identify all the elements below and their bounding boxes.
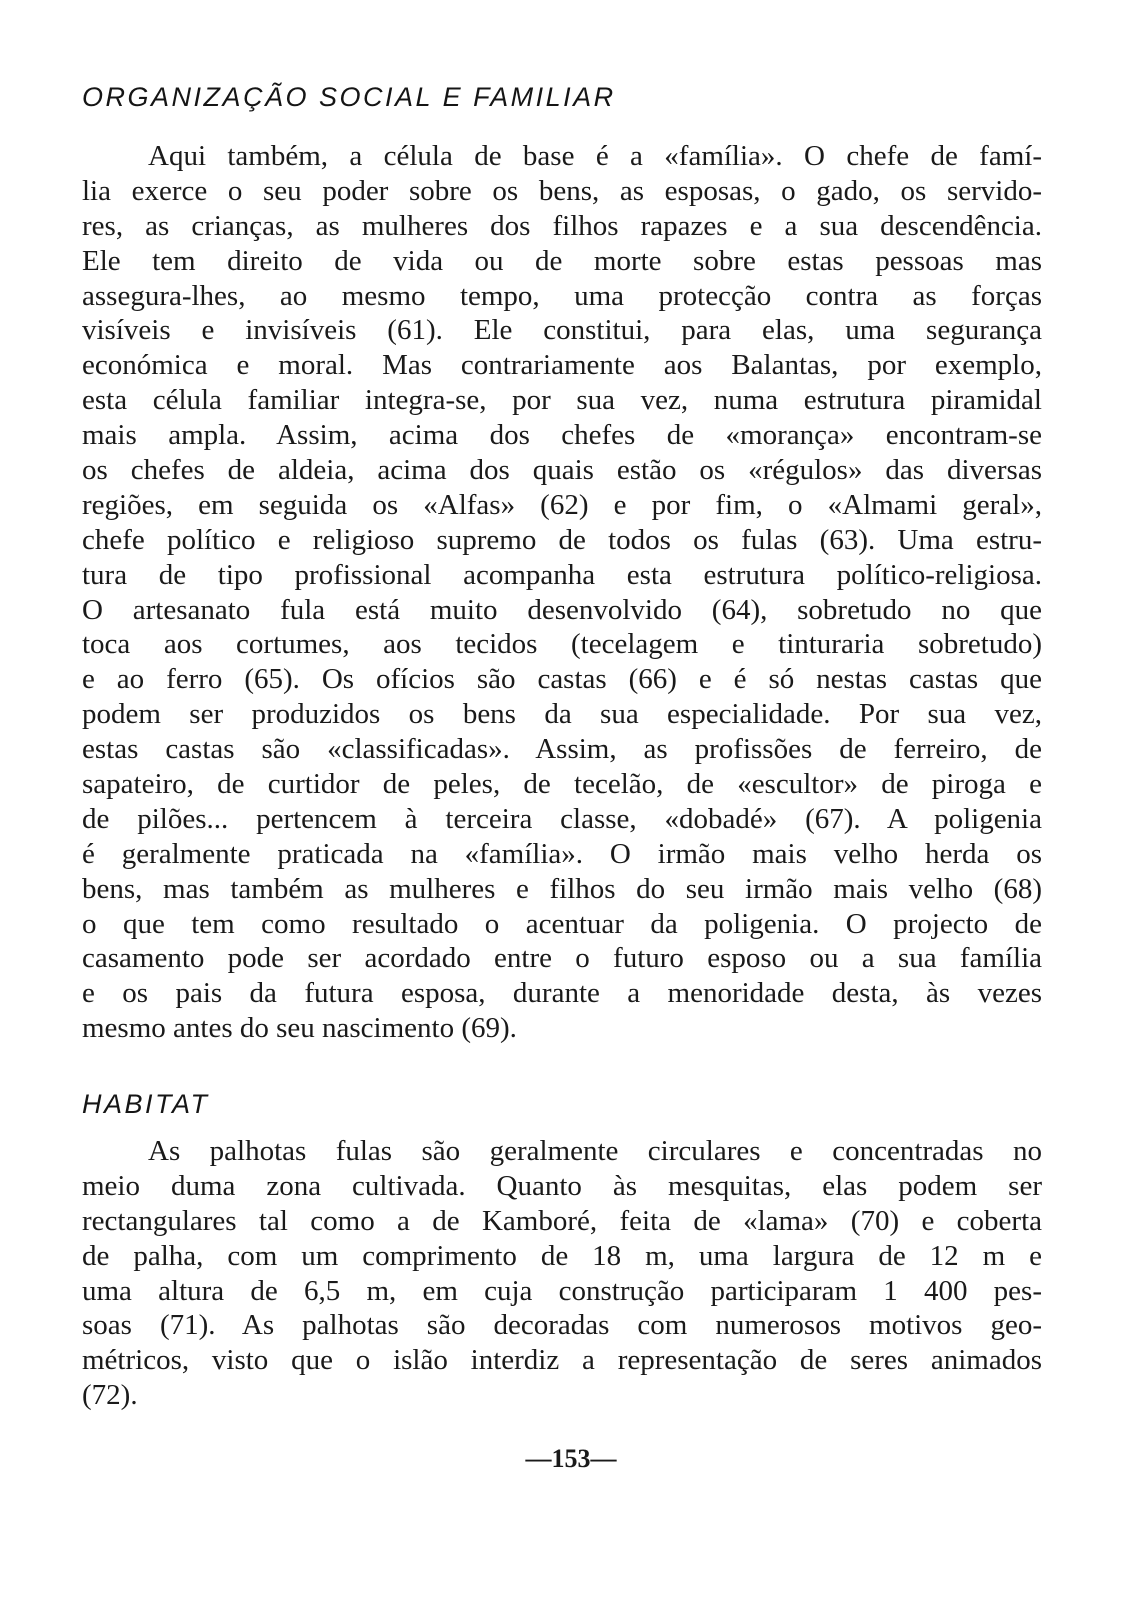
text-line: e ao ferro (65). Os ofícios são castas (66) e é só nestas castas que [82, 663, 1042, 696]
page-number: —153— [525, 1444, 617, 1473]
section-heading-habitat: HABITAT [82, 1089, 210, 1119]
text-line: Aqui também, a célula de base é a «família». O chefe de famí- [148, 140, 1042, 172]
text-line: soas (71). As palhotas são decoradas com numerosos motivos geo- [82, 1309, 1042, 1342]
text-line: de pilões... pertencem à terceira classe, «dobadé» (67). A poligenia [82, 802, 1042, 835]
text-line: chefe político e religioso supremo de todos os fulas (63). Uma estru- [82, 523, 1042, 556]
section-heading-organizacao: ORGANIZAÇÃO SOCIAL E FAMILIAR [82, 82, 616, 112]
text-line: toca aos cortumes, aos tecidos (tecelagem e tinturaria sobretudo) [82, 628, 1042, 661]
text-line: lia exerce o seu poder sobre os bens, as esposas, o gado, os servido- [82, 174, 1042, 207]
text-line: tura de tipo profissional acompanha esta estrutura político-religiosa. [82, 558, 1042, 591]
text-line: o que tem como resultado o acentuar da poligenia. O projecto de [82, 907, 1042, 940]
text-line: estas castas são «classificadas». Assim, as profissões de ferreiro, de [82, 733, 1042, 766]
text-line: económica e moral. Mas contrariamente aos Balantas, por exemplo, [82, 349, 1042, 382]
text-line: bens, mas também as mulheres e filhos do seu irmão mais velho (68) [82, 872, 1042, 905]
text-line: métricos, visto que o islão interdiz a representação de seres animados [82, 1344, 1042, 1377]
text-line: sapateiro, de curtidor de peles, de tecelão, de «escultor» de piroga e [82, 768, 1042, 801]
text-line: mesmo antes do seu nascimento (69). [82, 1012, 517, 1045]
text-line: visíveis e invisíveis (61). Ele constitui, para elas, uma segurança [82, 314, 1042, 347]
paragraph-organizacao [82, 139, 1042, 1046]
paragraph-habitat [82, 1134, 1042, 1413]
text-line: os chefes de aldeia, acima dos quais estão os «régulos» das diversas [82, 454, 1042, 487]
text-line: assegura-lhes, ao mesmo tempo, uma protecção contra as forças [82, 279, 1042, 312]
text-line: meio duma zona cultivada. Quanto às mesquitas, elas podem ser [82, 1169, 1042, 1202]
text-line: podem ser produzidos os bens da sua especialidade. Por sua vez, [82, 698, 1042, 731]
text-line: uma altura de 6,5 m, em cuja construção participaram 1 400 pes- [82, 1274, 1042, 1307]
text-line: esta célula familiar integra-se, por sua vez, numa estrutura piramidal [82, 384, 1042, 417]
text-line: de palha, com um comprimento de 18 m, uma largura de 12 m e [82, 1239, 1042, 1272]
text-line: mais ampla. Assim, acima dos chefes de «morança» encontram-se [82, 419, 1042, 452]
text-line: regiões, em seguida os «Alfas» (62) e por fim, o «Almami geral», [82, 488, 1042, 521]
text-line: e os pais da futura esposa, durante a menoridade desta, às vezes [82, 977, 1042, 1010]
text-line: Ele tem direito de vida ou de morte sobre estas pessoas mas [82, 244, 1042, 277]
text-line: O artesanato fula está muito desenvolvido (64), sobretudo no que [82, 593, 1042, 626]
text-line: é geralmente praticada na «família». O irmão mais velho herda os [82, 837, 1042, 870]
text-line: casamento pode ser acordado entre o futuro esposo ou a sua família [82, 942, 1042, 975]
text-line: As palhotas fulas são geralmente circulares e concentradas no [148, 1135, 1042, 1167]
text-line: (72). [82, 1379, 138, 1412]
text-line: rectangulares tal como a de Kamboré, feita de «lama» (70) e coberta [82, 1204, 1042, 1237]
text-line: res, as crianças, as mulheres dos filhos rapazes e a sua descendência. [82, 209, 1042, 242]
